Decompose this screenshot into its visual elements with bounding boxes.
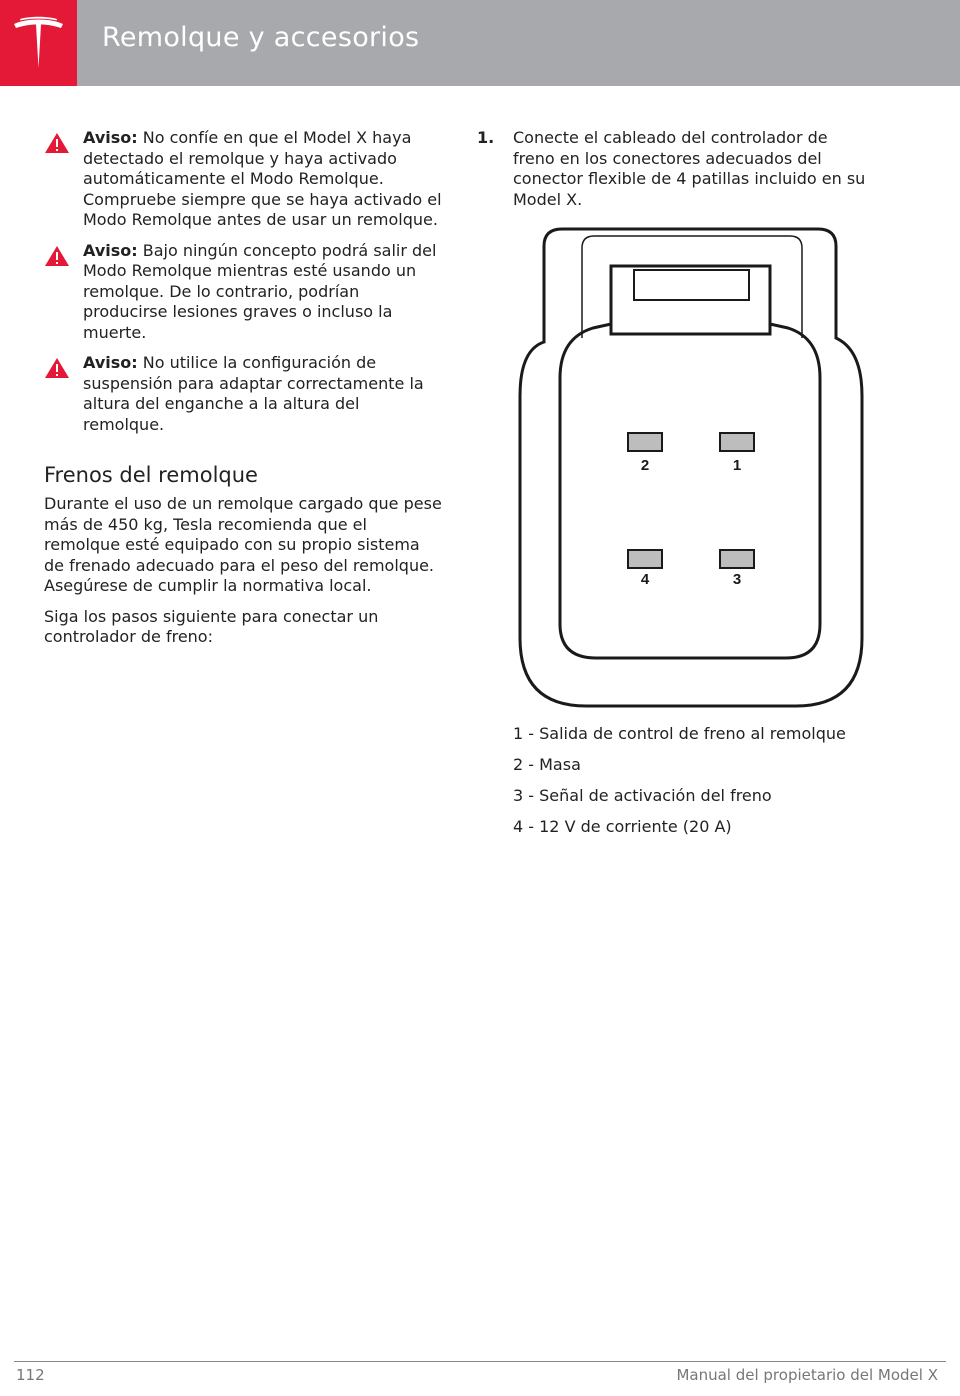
legend-item: 3 - Señal de activación del freno: [513, 786, 772, 805]
step-number: 1.: [477, 128, 495, 147]
section-paragraph: Siga los pasos siguiente para conectar un controlador de freno:: [44, 606, 379, 646]
tesla-logo-icon: [12, 16, 65, 70]
warning-text: [83, 241, 444, 344]
right-column: [477, 128, 872, 210]
step-item: [477, 128, 872, 210]
warning-text: [83, 128, 444, 231]
warning-block: [44, 128, 444, 231]
section-paragraph: Durante el uso de un remolque cargado que pese más de 450 kg, Tesla recomienda que el remolque esté equipado con su propio sistema de frenado adecuado para el peso del remolque. Asegúrese de cumplir la normativa local.: [44, 494, 442, 595]
pin-4: [628, 550, 662, 568]
legend-item: 2 - Masa: [513, 755, 581, 774]
warning-label: Aviso:: [83, 128, 138, 147]
warning-body: No utilice la configuración de suspensión para adaptar correctamente la altura del enganche a la altura del remolque.: [83, 353, 424, 434]
legend-item: 4 - 12 V de corriente (20 A): [513, 817, 732, 836]
footer-divider: [14, 1361, 946, 1362]
warning-label: Aviso:: [83, 353, 138, 372]
connector-diagram: [516, 226, 864, 710]
page-number: 112: [16, 1366, 45, 1384]
connector-cavity-outline: [560, 324, 820, 658]
pin-label: 1: [732, 457, 742, 474]
pin-1: [720, 433, 754, 451]
page-header: [0, 0, 960, 86]
warning-body: No confíe en que el Model X haya detectado el remolque y haya activado automáticamente el Modo Remolque. Compruebe siempre que se haya activado el Modo Remolque antes de usar un remolque.: [83, 128, 442, 229]
pin-label: 2: [640, 457, 650, 474]
brand-logo-box: [0, 0, 77, 86]
connector-latch-window: [634, 270, 749, 300]
warning-text: [83, 353, 444, 435]
warning-block: [44, 353, 444, 435]
pin-legend: [513, 724, 893, 848]
pin-3: [720, 550, 754, 568]
warning-label: Aviso:: [83, 240, 138, 260]
pin-2: [628, 433, 662, 451]
pin-label: 4: [640, 571, 650, 588]
left-column: [44, 128, 444, 658]
footer-title: Manual del propietario del Model X: [676, 1366, 938, 1384]
step-text: Conecte el cableado del controlador de freno en los conectores adecuados del conector flexible de 4 patillas incluido en su Model X.: [513, 128, 866, 209]
legend-item: 1 - Salida de control de freno al remolque: [513, 724, 846, 743]
page-title: Remolque y accesorios: [102, 22, 420, 53]
warning-body: Bajo ningún concepto podrá salir del Modo Remolque mientras esté usando un remolque. De lo contrario, podrían producirse lesiones graves o incluso la muerte.: [83, 240, 437, 342]
four-pin-connector-illustration: [516, 226, 864, 710]
section-heading: Frenos del remolque: [44, 463, 258, 487]
warning-block: [44, 241, 444, 344]
warning-triangle-icon: [44, 357, 70, 379]
pin-label: 3: [732, 571, 742, 588]
warning-triangle-icon: [44, 245, 70, 267]
warning-triangle-icon: [44, 132, 70, 154]
